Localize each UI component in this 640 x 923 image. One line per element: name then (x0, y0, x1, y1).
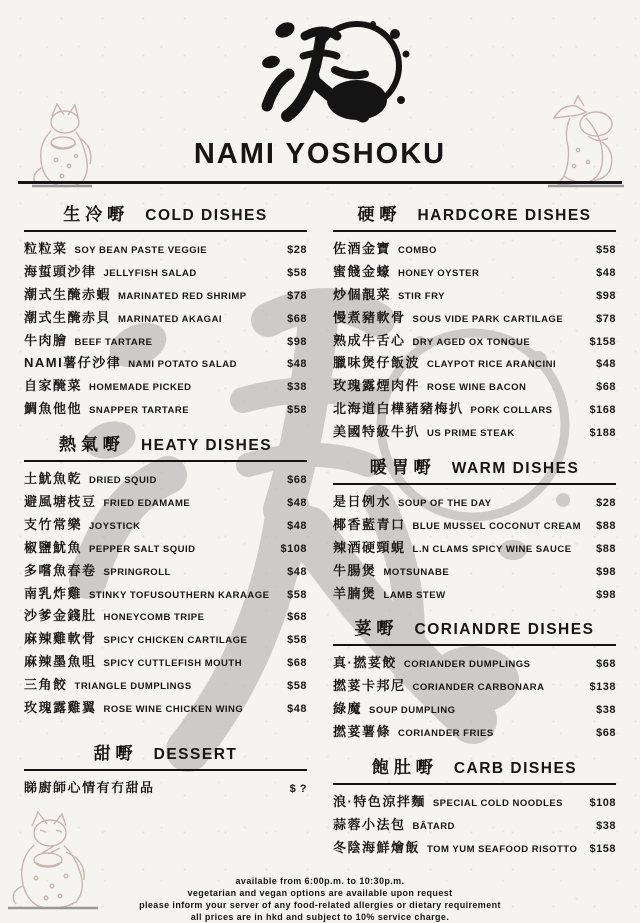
menu-section (24, 430, 307, 717)
item-price: $98 (596, 588, 616, 601)
item-price: $68 (596, 727, 616, 740)
item-name-zh: 綠魔 (333, 701, 363, 717)
section-items (24, 780, 307, 797)
item-name-zh: 海蜇頭沙律 (24, 263, 97, 279)
item-name-en: HONEY OYSTER (398, 267, 480, 279)
item-name-en: STINKY TOFUSOUTHERN KARAAGE (89, 589, 270, 601)
item-name-en: SPICY CHICKEN CARTILAGE (103, 635, 248, 647)
section-heading (333, 753, 616, 785)
item-name-zh: 炒個靚菜 (333, 286, 392, 302)
item-name-en: STIR FRY (398, 290, 445, 302)
section-title-en: DESSERT (153, 745, 238, 763)
menu-item (333, 333, 616, 350)
item-price: $48 (596, 358, 616, 371)
menu-body (0, 184, 640, 869)
item-name-zh: 辣酒硬頸蜆 (333, 539, 406, 555)
item-name-en: JOYSTICK (89, 520, 141, 532)
item-name-zh: 麻辣墨魚咀 (24, 654, 97, 670)
menu-item (24, 586, 307, 603)
menu-item (333, 540, 616, 557)
item-name-en: ROSE WINE CHICKEN WING (103, 704, 244, 716)
item-name-en: FRIED EDAMAME (103, 498, 191, 510)
item-price: $68 (596, 381, 616, 394)
item-name-zh: 椰香藍青口 (333, 516, 406, 532)
item-price: $188 (589, 427, 616, 440)
menu-item (24, 241, 307, 258)
menu-item (333, 355, 616, 372)
section-title-en: HEATY DISHES (140, 437, 273, 455)
item-name-zh: 真·撚荽餃 (333, 655, 397, 671)
item-price: $108 (280, 542, 307, 555)
item-name-zh: 牛腸煲 (333, 562, 377, 578)
menu-item (24, 333, 307, 350)
section-items (333, 655, 616, 741)
item-name-zh: 潮式生醃赤蝦 (24, 286, 112, 302)
item-price: $68 (287, 312, 307, 325)
item-price: $58 (287, 680, 307, 693)
menu-item (24, 378, 307, 395)
item-name-en: PORK COLLARS (470, 405, 553, 417)
item-price: $168 (589, 404, 616, 417)
item-price: $138 (589, 681, 616, 694)
item-name-zh: 土魷魚乾 (24, 471, 83, 487)
item-price: $58 (596, 244, 616, 256)
item-name-zh: 臘味煲仔飯波 (333, 355, 421, 371)
item-name-en: CORIANDER FRIES (398, 728, 494, 740)
item-name-en: MARINATED RED SHRIMP (118, 290, 247, 302)
item-name-en: COMBO (398, 245, 437, 256)
item-name-en: SOY BEAN PASTE VEGGIE (74, 245, 208, 256)
menu-column-left (24, 200, 307, 869)
item-name-en: SOUP OF THE DAY (398, 498, 492, 510)
section-title-zh: 甜嘢 (93, 743, 138, 763)
section-title-en: COLD DISHES (145, 207, 268, 224)
item-price: $108 (589, 797, 616, 810)
item-price: $28 (287, 244, 307, 256)
item-name-zh: 南乳炸雞 (24, 585, 83, 601)
menu-item (24, 540, 307, 557)
item-name-en: CORIANDER DUMPLINGS (403, 659, 531, 671)
item-price: $38 (596, 704, 616, 717)
item-name-zh: 羊腩煲 (333, 585, 377, 601)
menu-item (333, 724, 616, 741)
section-heading (333, 453, 616, 485)
menu-item (333, 586, 616, 603)
footer-vegan-note: vegetarian and vegan options are available upon request (187, 887, 453, 898)
item-price: $58 (287, 634, 307, 647)
menu-item (24, 287, 307, 304)
item-name-en: BÂTARD (412, 820, 455, 832)
menu-section (333, 753, 616, 857)
menu-item (333, 840, 616, 857)
item-name-en: SNAPPER TARTARE (89, 405, 190, 417)
menu-item (333, 378, 616, 395)
menu-section (333, 200, 616, 441)
item-name-en: TRIANGLE DUMPLINGS (74, 681, 192, 693)
item-price: $48 (287, 497, 307, 510)
menu-item (333, 401, 616, 418)
item-price: $68 (287, 611, 307, 624)
menu-item (24, 264, 307, 281)
item-name-en: SPICY CUTTLEFISH MOUTH (103, 658, 243, 670)
menu-section (333, 614, 616, 741)
section-items (24, 241, 307, 418)
item-name-en: HOMEMADE PICKED (89, 382, 192, 394)
item-name-en: SOUP DUMPLING (369, 705, 456, 717)
item-name-zh: 蒜蓉小法包 (333, 816, 406, 832)
item-name-en: NAMI POTATO SALAD (128, 359, 237, 371)
item-name-en: JELLYFISH SALAD (103, 267, 197, 279)
item-price: $158 (589, 335, 616, 348)
item-price: $158 (589, 842, 616, 855)
item-name-zh: 三角餃 (24, 677, 68, 693)
menu-item (24, 631, 307, 648)
menu-item (333, 563, 616, 580)
menu-item (333, 494, 616, 511)
section-title-en: WARM DISHES (451, 460, 580, 478)
menu-header (0, 0, 640, 184)
item-name-zh: 玫瑰露煙肉件 (333, 378, 421, 394)
item-name-zh: 美國特級牛扒 (333, 424, 421, 440)
item-name-en: LAMB STEW (383, 589, 446, 601)
item-price: $68 (596, 658, 616, 671)
menu-item (24, 310, 307, 327)
item-price: $98 (596, 565, 616, 578)
item-name-zh: 自家醃菜 (24, 378, 83, 394)
item-name-zh: 玫瑰露雞翼 (24, 700, 97, 716)
item-name-en: US PRIME STEAK (427, 428, 515, 440)
item-name-zh: 浪·特色涼拌麵 (333, 794, 426, 810)
item-price: $78 (287, 289, 307, 302)
section-title-zh: 硬嘢 (357, 205, 402, 224)
section-items (24, 471, 307, 717)
section-heading (24, 200, 307, 232)
menu-item (24, 401, 307, 418)
section-title-zh: 熱氣嘢 (58, 435, 125, 455)
item-price: $58 (287, 266, 307, 279)
item-price: $48 (287, 519, 307, 532)
section-items (333, 241, 616, 441)
item-name-en: DRY AGED OX TONGUE (412, 336, 531, 348)
item-name-zh: 睇廚師心情有冇甜品 (24, 779, 155, 795)
menu-item (333, 655, 616, 672)
item-name-zh: 蜜餞金蠔 (333, 263, 392, 279)
menu-item (24, 654, 307, 671)
item-name-en: MOTSUNABE (383, 566, 450, 578)
item-name-en: SOUS VIDE PARK CARTILAGE (412, 313, 564, 325)
menu-item (24, 494, 307, 511)
menu-item (24, 471, 307, 488)
menu-item (24, 517, 307, 534)
menu-column-right (333, 200, 616, 869)
item-name-en: HONEYCOMB TRIPE (103, 612, 205, 624)
item-price: $58 (287, 404, 307, 417)
item-price: $98 (596, 289, 616, 302)
item-name-en: CLAYPOT RICE ARANCINI (427, 359, 557, 371)
menu-item (24, 563, 307, 580)
restaurant-name: NAMI YOSHOKU (193, 138, 447, 170)
menu-item (24, 700, 307, 717)
footer-hours: available from 6:00p.m. to 10:30p.m. (235, 875, 405, 886)
item-price: $88 (596, 542, 616, 555)
item-price: $98 (287, 335, 307, 348)
item-name-zh: 粒粒菜 (24, 241, 68, 256)
item-name-en: L.N CLAMS SPICY WINE SAUCE (412, 543, 572, 555)
item-name-zh: 熟成牛舌心 (333, 332, 406, 348)
item-name-en: CORIANDER CARBONARA (412, 682, 545, 694)
footer-allergy-note: please inform your server of any food-related allergies or dietary requirement (139, 899, 501, 910)
section-title-en: CARB DISHES (453, 760, 578, 778)
item-price: $48 (287, 703, 307, 716)
item-name-en: SPECIAL COLD NOODLES (432, 798, 564, 810)
section-heading (333, 200, 616, 232)
section-title-zh: 荽嘢 (354, 619, 399, 639)
item-price: $48 (287, 565, 307, 578)
section-title-zh: 生冷嘢 (63, 205, 130, 224)
section-title-en: CORIANDRE DISHES (414, 621, 595, 639)
item-name-en: TOM YUM SEAFOOD RISOTTO (427, 843, 578, 855)
item-name-zh: 避風塘枝豆 (24, 494, 97, 510)
section-heading (24, 430, 307, 462)
menu-item (333, 264, 616, 281)
item-name-zh: 支竹常樂 (24, 516, 83, 532)
item-price: $ ? (289, 782, 307, 795)
menu-item (333, 517, 616, 534)
item-name-en: ROSE WINE BACON (427, 382, 527, 394)
item-price: $78 (596, 312, 616, 325)
section-items (333, 494, 616, 602)
footer-service-charge-note: all prices are in hkd and subject to 10% service charge. (190, 912, 450, 923)
item-name-zh: 牛肉膾 (24, 332, 68, 348)
item-name-zh: 是日例水 (333, 494, 392, 510)
menu-item (24, 608, 307, 625)
section-title-zh: 暖胃嘢 (369, 458, 436, 478)
item-name-zh: 潮式生醃赤貝 (24, 309, 112, 325)
item-price: $38 (596, 819, 616, 832)
menu-item (333, 794, 616, 811)
nami-ink-logo (205, 14, 435, 136)
menu-item (333, 424, 616, 441)
menu-footer (0, 875, 640, 923)
item-name-zh: 冬陰海鮮燴飯 (333, 839, 421, 855)
menu-item (24, 780, 307, 797)
item-name-zh: 慢煮豬軟骨 (333, 309, 406, 325)
section-heading (24, 739, 307, 771)
section-title-zh: 飽肚嘢 (371, 758, 438, 778)
menu-item (24, 355, 307, 372)
item-name-en: DRIED SQUID (89, 475, 157, 487)
menu-item (333, 241, 616, 258)
item-name-zh: 椒鹽魷魚 (24, 539, 83, 555)
menu-item (333, 678, 616, 695)
section-heading (333, 614, 616, 646)
item-name-zh: 撚荽薯條 (333, 724, 392, 740)
section-items (333, 794, 616, 857)
item-name-zh: NAMI薯仔沙律 (24, 355, 122, 371)
item-price: $68 (287, 474, 307, 487)
item-name-en: PEPPER SALT SQUID (89, 543, 196, 555)
item-name-zh: 沙爹金錢肚 (24, 608, 97, 624)
menu-item (333, 701, 616, 718)
item-price: $38 (287, 381, 307, 394)
item-name-zh: 佐酒金寶 (333, 241, 392, 256)
menu-item (24, 677, 307, 694)
item-name-zh: 北海道白樺豬豬梅扒 (333, 401, 464, 417)
item-name-en: SPRINGROLL (103, 566, 171, 578)
menu-section (24, 739, 307, 797)
menu-item (333, 310, 616, 327)
menu-item (333, 287, 616, 304)
section-title-en: HARDCORE DISHES (417, 207, 592, 224)
menu-item (333, 817, 616, 834)
item-name-zh: 多嚐魚春卷 (24, 562, 97, 578)
item-price: $88 (596, 519, 616, 532)
menu-section (333, 453, 616, 602)
item-price: $48 (287, 358, 307, 371)
menu-section (24, 200, 307, 418)
item-price: $68 (287, 657, 307, 670)
item-name-zh: 鯛魚他他 (24, 401, 83, 417)
item-name-en: BEEF TARTARE (74, 336, 153, 348)
item-name-zh: 撚荽卡邦尼 (333, 678, 406, 694)
item-name-en: BLUE MUSSEL COCONUT CREAM (412, 520, 582, 532)
item-price: $48 (596, 266, 616, 279)
item-name-zh: 麻辣雞軟骨 (24, 631, 97, 647)
item-name-en: MARINATED AKAGAI (118, 313, 223, 325)
item-price: $28 (596, 497, 616, 510)
item-price: $58 (287, 588, 307, 601)
